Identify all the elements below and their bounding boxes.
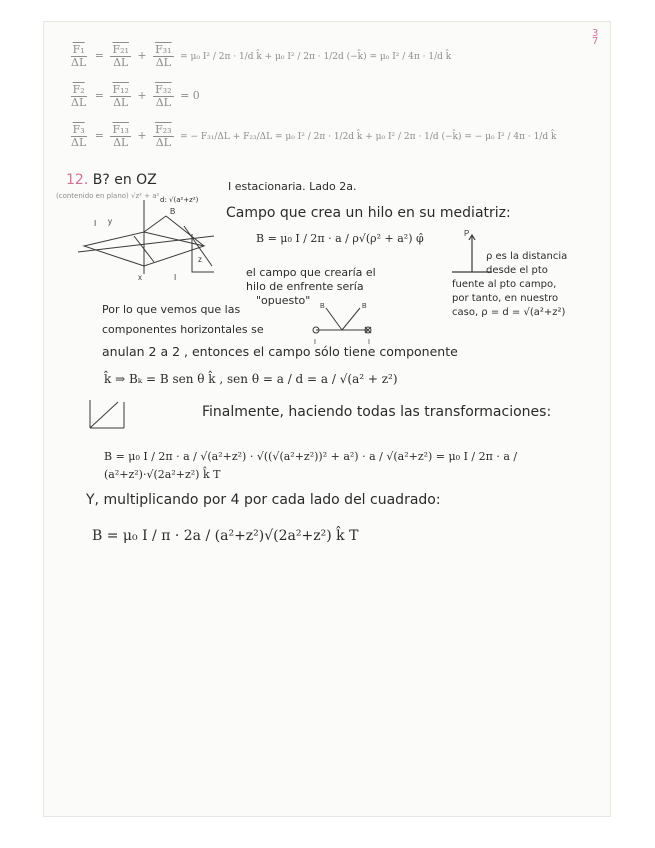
svg-text:I: I	[368, 339, 370, 346]
svg-text:I: I	[174, 273, 177, 282]
k-component-line: k̂ ⇒ Bₖ = B sen θ k̂ , sen θ = a / d = a / √(a² + z²)	[104, 372, 398, 386]
diagram-note-plane: (contenido en plano) √z² + a²	[56, 192, 160, 200]
b-total-equation: B = μ₀ I / π · 2a / (a²+z²)√(2a²+z²) k̂ T	[92, 528, 359, 544]
b-field-equation: B = μ₀ I / 2π · a / ρ√(ρ² + a²) φ̂	[256, 232, 424, 245]
opuesto-note: el campo que crearía el hilo de enfrente sería "opuesto"	[246, 266, 376, 307]
svg-text:B: B	[170, 207, 176, 216]
campo-line: Campo que crea un hilo en su mediatriz:	[226, 205, 511, 221]
square-loop-diagram	[74, 196, 224, 282]
svg-text:P: P	[464, 229, 470, 238]
rho-note-cont: fuente al pto campo, por tanto, en nuestro caso, ρ = d = √(a²+z²)	[452, 279, 566, 318]
svg-text:B: B	[320, 303, 325, 310]
problem-number: 12. B? en OZ	[66, 172, 157, 188]
given-data: I estacionaria. Lado 2a.	[228, 180, 357, 193]
finalmente-line: Finalmente, haciendo todas las transformaciones:	[202, 404, 552, 420]
svg-text:y: y	[108, 217, 112, 226]
b-final-derivation: B = μ₀ I / 2π · a / √(a²+z²) · √((√(a²+z²))² + a²) · a / √(a²+z²) = μ₀ I / 2π · a / (a²+z²)·√(2a²+z²) k̂ T	[104, 450, 518, 481]
svg-text:I: I	[94, 219, 97, 228]
por-lo-que: Por lo que vemos que las componentes horizontales se	[102, 303, 264, 336]
force-equation-3: $\frac{\text{F₃}}{\Delta L}$ = $\frac{\text{F₁₃}}{\Delta L}$ + $\frac{\text{F₂₃}}{\Delta L}$ = − F₃₁/ΔL + F₂₃/ΔL = μ₀ I² / 2π · 1/2d k̂ + μ₀ I² / 2π · 1/d (−k̂) = − μ₀ I² / 4π · 1/d k̂	[71, 123, 557, 149]
multiplicando-line: Y, multiplicando por 4 por cada lado del cuadrado:	[86, 492, 441, 508]
theta-triangle	[84, 392, 134, 432]
rho-note: ρ es la distancia desde el pto	[486, 251, 568, 276]
svg-text:B: B	[362, 303, 367, 310]
b-vectors-sketch	[304, 300, 380, 348]
force-equation-1: $\frac{\text{F₁}}{\Delta L}$ = $\frac{\text{F₂₁}}{\Delta L}$ + $\frac{\text{F₃₁}}{\Delta L}$ = μ₀ I² / 2π · 1/d k̂ + μ₀ I² / 2π · 1/2d (−k̂) = μ₀ I² / 4π · 1/d k̂	[71, 43, 452, 69]
force-equation-2: $\frac{\text{F₂}}{\Delta L}$ = $\frac{\text{F₁₂}}{\Delta L}$ + $\frac{\text{F₃₂}}{\Delta L}$ = 0	[71, 83, 200, 109]
diagram-note-d: d: √(a²+z²)	[160, 196, 199, 204]
svg-text:I: I	[314, 339, 316, 346]
corner-mark: 3 7	[592, 28, 599, 47]
svg-text:x: x	[138, 273, 142, 282]
anulan-line: anulan 2 a 2 , entonces el campo sólo tiene componente	[102, 344, 458, 359]
svg-text:z: z	[198, 255, 202, 264]
